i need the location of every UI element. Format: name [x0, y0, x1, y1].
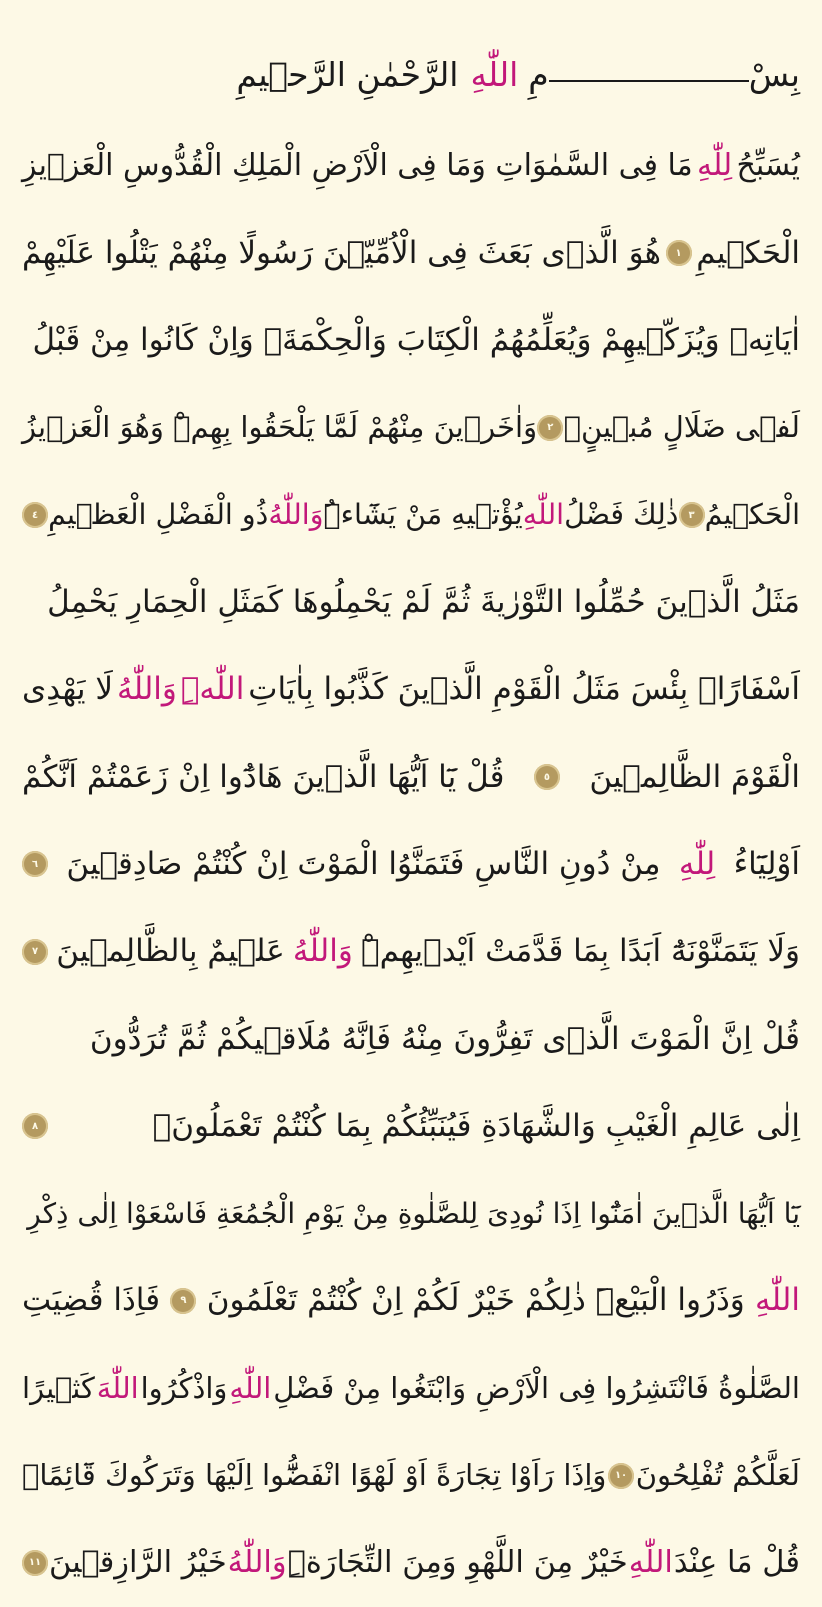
text-segment: اَسْفَارًاۜ بِئْسَ مَثَلُ الْقَوْمِ الَّذ۪ينَ كَذَّبُوا بِاٰيَاتِ: [248, 671, 800, 708]
divine-name: اللّٰهِ: [628, 1544, 673, 1580]
basmala-line: [22, 30, 800, 118]
text-segment: الْقَوْمَ الظَّالِم۪ينَ: [589, 758, 800, 795]
divine-name: اللّٰهِ: [229, 1370, 272, 1405]
text-segment: يُسَبِّحُ: [736, 148, 800, 183]
text-segment: خَيْرُ الرَّازِق۪ينَ: [48, 1544, 227, 1580]
text-segment: ذُو الْفَضْلِ الْعَظ۪يمِ: [48, 497, 269, 531]
text-line: [22, 384, 800, 472]
verse-number-marker: ٨: [22, 1113, 48, 1139]
divine-name: اللّٰهِۜ: [180, 671, 245, 708]
verse-number-marker: ٦: [22, 851, 48, 877]
text-segment: فَاِذَا قُضِيَتِ: [22, 1282, 161, 1319]
text-line: [22, 1170, 800, 1258]
text-line: [22, 297, 800, 385]
verse-number-marker: ٢: [537, 415, 563, 441]
text-segment: عَل۪يمٌ بِالظَّالِم۪ينَ: [56, 933, 285, 970]
verse-number-marker: ١٠: [608, 1463, 634, 1489]
verse-number-marker: ٥: [534, 764, 560, 790]
text-segment: لَف۪ى ضَلَالٍ مُب۪ينٍۙ: [563, 410, 800, 445]
verse-number-marker: ٩: [170, 1288, 196, 1314]
verse-number-marker: ٧: [22, 939, 48, 965]
text-line: [22, 122, 800, 210]
text-line: [22, 559, 800, 647]
text-line: [22, 646, 800, 734]
verse-number-marker: ٤: [22, 502, 48, 528]
text-segment: الْحَك۪يمُ: [704, 497, 800, 531]
text-segment: الْحَك۪يمِ: [696, 234, 800, 271]
text-line: [22, 1519, 800, 1607]
text-segment: مَا فِى السَّمٰوَاتِ وَمَا فِى الْاَرْضِ الْمَلِكِ الْقُدُّوسِ الْعَز۪يزِ: [22, 148, 693, 183]
basmala-elongation-stroke: [549, 80, 749, 82]
text-segment: وَذَرُوا الْبَيْعَۜ ذٰلِكُمْ خَيْرٌ لَكُمْ اِنْ كُنْتُمْ تَعْلَمُونَ: [206, 1282, 745, 1319]
text-line: [22, 995, 800, 1083]
text-segment: كَث۪يرًا: [22, 1370, 95, 1405]
divine-name: وَاللّٰهُ: [116, 671, 177, 708]
basmala-rest: الرَّحْمٰنِ الرَّح۪يمِ: [236, 54, 459, 94]
verse-number-marker: ٣: [679, 502, 705, 528]
text-segment: الصَّلٰوةُ فَانْتَشِرُوا فِى الْاَرْضِ وَابْتَغُوا مِنْ فَضْلِ: [273, 1370, 800, 1405]
text-line: [22, 471, 800, 559]
text-line: [22, 209, 800, 297]
text-line: [22, 908, 800, 996]
text-segment: وَلَا يَتَمَنَّوْنَهُٓ اَبَدًا بِمَا قَدَّمَتْ اَيْد۪يهِمْۜ: [361, 933, 800, 970]
text-segment: اٰيَاتِه۪ وَيُزَكّ۪يهِمْ وَيُعَلِّمُهُمُ الْكِتَابَ وَالْحِكْمَةَۗ وَاِنْ كَانُوا مِنْ قَبْلُ: [32, 322, 800, 359]
basmala-bism: بِسْ: [748, 54, 800, 94]
text-segment: وَاذْكُرُوا: [140, 1370, 228, 1405]
divine-name: وَاللّٰهُ: [227, 1544, 287, 1580]
text-segment: قُلْ اِنَّ الْمَوْتَ الَّذ۪ى تَفِرُّونَ مِنْهُ فَاِنَّهُ مُلَاق۪يكُمْ ثُمَّ تُرَدُّونَ: [89, 1020, 800, 1057]
divine-name: وَاللّٰهُ: [268, 497, 324, 531]
text-segment: قُلْ يَٓا اَيُّهَا الَّذ۪ينَ هَادُٓوا اِنْ زَعَمْتُمْ اَنَّكُمْ: [22, 758, 505, 795]
text-segment: قُلْ مَا عِنْدَ: [673, 1544, 800, 1580]
text-segment: يَٓا اَيُّهَا الَّذ۪ينَ اٰمَنُٓوا اِذَا نُودِىَ لِلصَّلٰوةِ مِنْ يَوْمِ الْجُمُعَةِ فَاسْعَوْا اِلٰى ذِكْرِ: [27, 1196, 800, 1230]
text-line: [22, 1082, 800, 1170]
text-line: [22, 1432, 800, 1520]
text-segment: اَوْلِيَٓاءُ: [733, 845, 800, 882]
text-line: [22, 820, 800, 908]
verse-number-marker: ١: [666, 240, 692, 266]
divine-name: اللّٰهِ: [755, 1282, 800, 1319]
text-line: [22, 733, 800, 821]
text-segment: خَيْرٌ مِنَ اللَّهْوِ وَمِنَ التِّجَارَةِۜ: [287, 1544, 628, 1580]
text-segment: مِنْ دُونِ النَّاسِ فَتَمَنَّوُا الْمَوْتَ اِنْ كُنْتُمْ صَادِق۪ينَ: [66, 845, 661, 882]
text-segment: يُؤْت۪يهِ مَنْ يَشَٓاءُۜ: [323, 497, 523, 531]
text-line: [22, 1257, 800, 1345]
text-segment: وَاِذَا رَاَوْا تِجَارَةً اَوْ لَهْوًا انْفَضُّٓوا اِلَيْهَا وَتَرَكُوكَ قَٓائِمًاۜ: [22, 1458, 607, 1492]
text-line: [22, 1344, 800, 1432]
basmala-allah: اللّٰهِ: [470, 54, 519, 94]
text-segment: لَعَلَّكُمْ تُفْلِحُونَ: [635, 1458, 800, 1492]
divine-name: اللّٰهِ: [522, 497, 565, 531]
text-segment: ذٰلِكَ فَضْلُ: [564, 497, 679, 531]
divine-name: لِلّٰهِ: [697, 148, 733, 183]
verse-number-marker: ١١: [22, 1550, 48, 1576]
divine-name: اللّٰهَ: [96, 1370, 139, 1405]
divine-name: لِلّٰهِ: [678, 845, 716, 882]
divine-name: وَاللّٰهُ: [292, 933, 353, 970]
text-segment: هُوَ الَّذ۪ى بَعَثَ فِى الْاُمِّيّ۪نَ رَسُولًا مِنْهُمْ يَتْلُوا عَلَيْهِمْ: [22, 234, 661, 271]
text-segment: وَاٰخَر۪ينَ مِنْهُمْ لَمَّا يَلْحَقُوا بِهِمْۜ وَهُوَ الْعَز۪يزُ: [22, 410, 538, 445]
text-segment: لَا يَهْدِى: [22, 671, 114, 708]
text-segment: مَثَلُ الَّذ۪ينَ حُمِّلُوا التَّوْرٰيةَ ثُمَّ لَمْ يَحْمِلُوهَا كَمَثَلِ الْحِمَارِ يَحْمِلُ: [47, 584, 800, 620]
basmala-mi: مِ: [528, 54, 549, 94]
text-segment: اِلٰى عَالِمِ الْغَيْبِ وَالشَّهَادَةِ فَيُنَبِّئُكُمْ بِمَا كُنْتُمْ تَعْمَلُونَ۟: [152, 1107, 800, 1144]
